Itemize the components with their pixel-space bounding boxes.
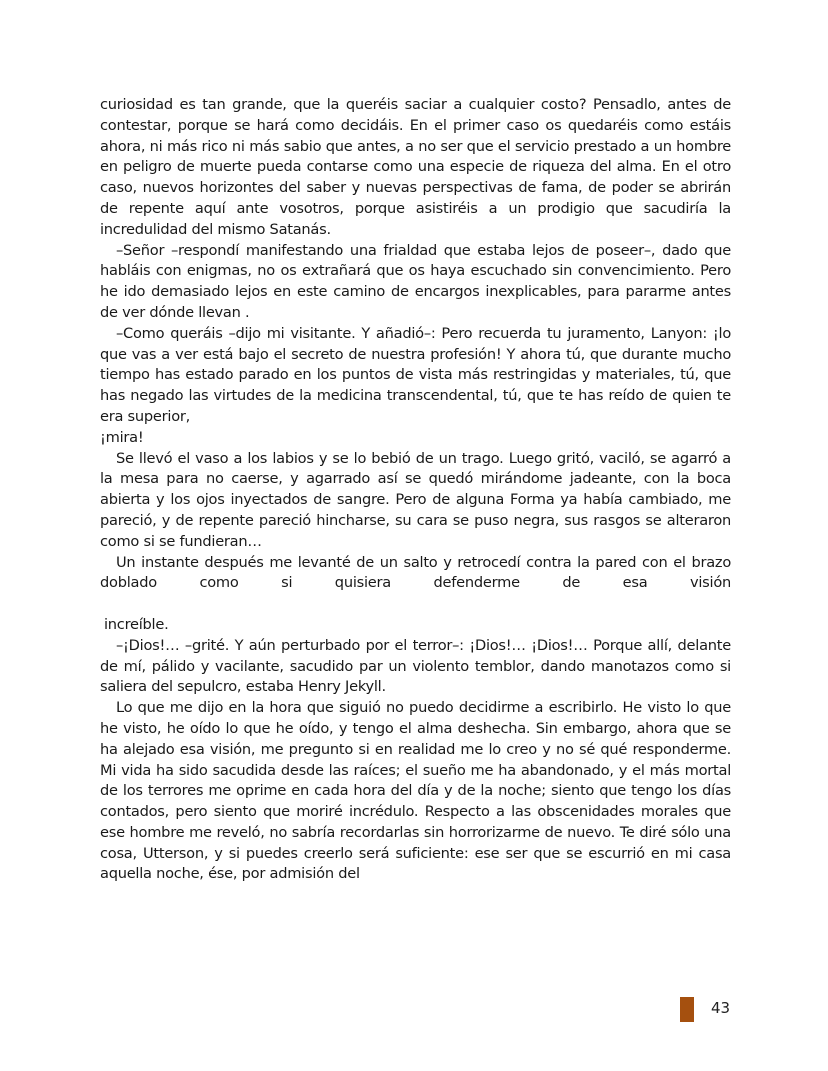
paragraph-fragment: increíble. — [104, 615, 169, 633]
page-number: 43 — [711, 999, 731, 1017]
paragraph: Lo que me dijo en la hora que siguió no puedo decidirme a escribirlo. He visto lo que he visto, he oído lo que he oído, y tengo el alma deshecha. Sin embargo, ahora que se ha alejado esa visión, me pregunto si en realidad me lo creo y no sé qué responderme. Mi vida ha sido sacudida desde las raíces; el sueño me ha abandonado, y el más mortal de los terrores me oprime en cada hora del día y de la noche; siento que tengo los días contados, pero siento que moriré incrédulo. Respecto a las obscenidades morales que ese hombre me reveló, no sabría recordarlas sin horrorizarme de nuevo. Te diré sólo una cosa, Utterson, y si puedes creerlo será suficiente: ese ser que se escurrió en mi casa aquella noche, ése, por admisión del — [100, 699, 731, 883]
body-text — [100, 95, 731, 885]
paragraph: Un instante después me levanté de un salto y retrocedí contra la pared con el brazo doblado como si quisiera defenderme de esa visión — [100, 553, 731, 592]
paragraph-exclamation: ¡mira! — [100, 428, 144, 446]
paragraph: Se llevó el vaso a los labios y se lo bebió de un trago. Luego gritó, vaciló, se agarró a la mesa para no caerse, y agarrado así se quedó mirándome jadeante, con la boca abierta y los ojos inyectados de sangre. Pero de alguna Forma ya había cambiado, me pareció, y de repente pareció hincharse, su cara se puso negra, sus rasgos se alteraron como si se fundieran… — [100, 449, 731, 550]
page-marker-block — [680, 997, 694, 1022]
paragraph-dialogue: –Como queráis –dijo mi visitante. Y añadió–: Pero recuerda tu juramento, Lanyon: ¡lo que vas a ver está bajo el secreto de nuestra profesión! Y ahora tú, que durante mucho tiempo has estado parado en los puntos de vista más restringidas y materiales, tú, que has negado las virtudes de la medicina transcendental, tú, que te has reído de quien te era superior, — [100, 324, 731, 425]
paragraph-dialogue: –Señor –respondí manifestando una frialdad que estaba lejos de poseer–, dado que habláis con enigmas, no os extrañará que os haya escuchado sin convencimiento. Pero he ido demasiado lejos en este camino de encargos inexplicables, para pararme antes de ver dónde llevan . — [100, 241, 731, 321]
paragraph-dialogue: –¡Dios!… –grité. Y aún perturbado por el terror–: ¡Dios!… ¡Dios!… Porque allí, delante de mí, pálido y vacilante, sacudido par un violento temblor, dando manotazos como si saliera del sepulcro, estaba Henry Jekyll. — [100, 636, 731, 696]
paragraph-continuation: curiosidad es tan grande, que la queréis saciar a cualquier costo? Pensadlo, antes de contestar, porque se hará como decidáis. En el primer caso os quedaréis como estáis ahora, ni más rico ni más sabio que antes, a no ser que el servicio prestado a un hombre en peligro de muerte pueda contarse como una especie de riqueza del alma. En el otro caso, nuevos horizontes del saber y nuevas perspectivas de fama, de poder se abrirán de repente aquí ante vosotros, porque asistiréis a un prodigio que sacudiría la incredulidad del mismo Satanás. — [100, 96, 731, 238]
